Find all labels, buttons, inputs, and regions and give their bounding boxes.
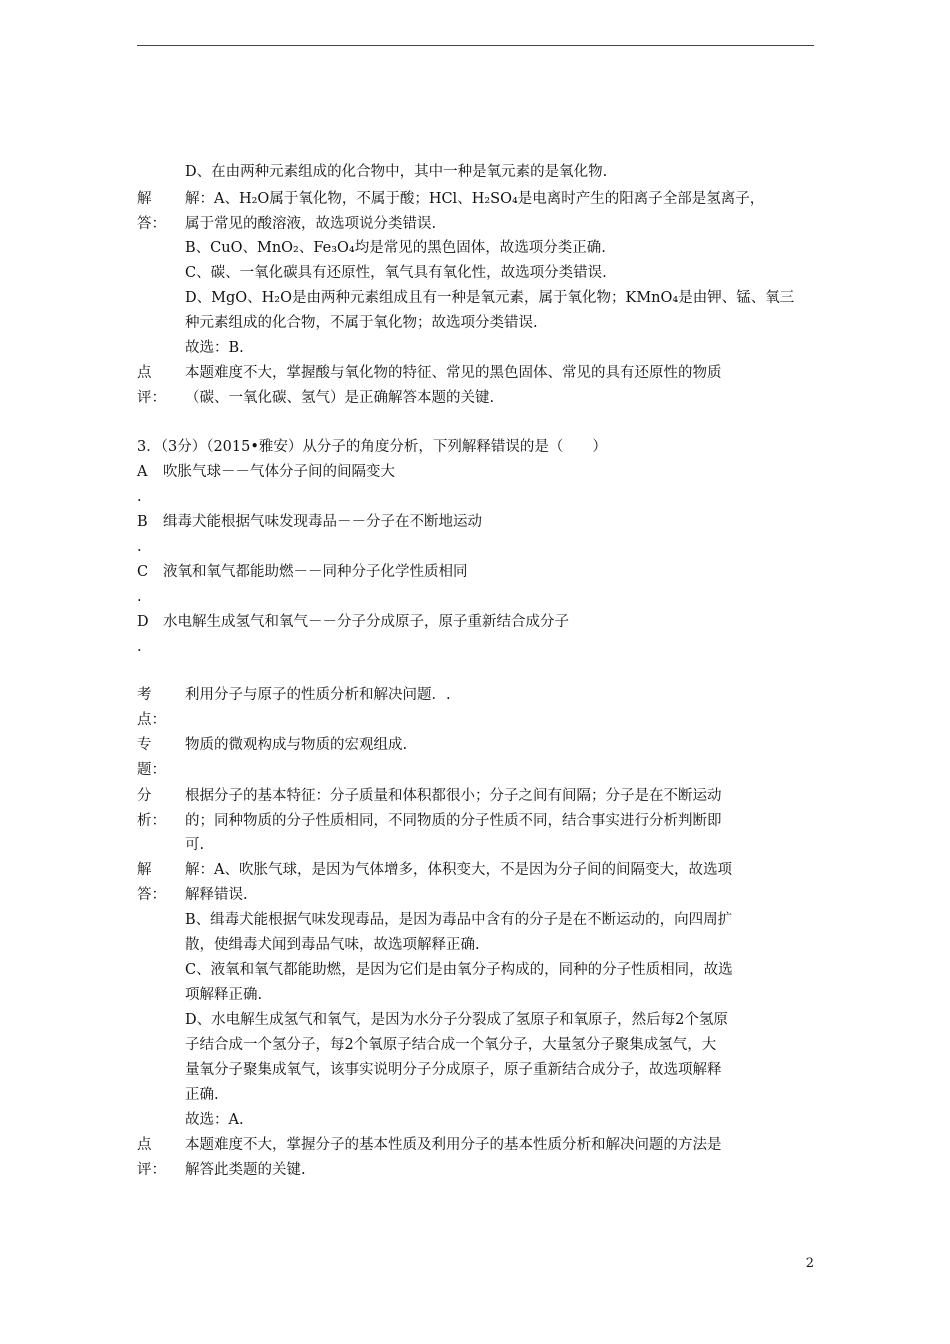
- body-text: 解释错误.: [185, 887, 248, 903]
- text-row: [0, 261, 950, 285]
- body-text: （碳、一氧化碳、氢气）是正确解答本题的关键.: [185, 390, 495, 406]
- option-dot-mark: .: [137, 489, 142, 505]
- option-c: [0, 560, 950, 584]
- text-row: [0, 336, 950, 360]
- text-row: [0, 958, 950, 982]
- option-dot-mark: .: [137, 589, 142, 605]
- text-row: [0, 784, 950, 808]
- option-dot: [0, 485, 950, 509]
- section-label: 析：: [137, 813, 166, 829]
- page-number: 2: [805, 1256, 814, 1271]
- body-text: 本题难度不大，掌握酸与氧化物的特征、常见的黑色固体、常见的具有还原性的物质: [185, 365, 722, 381]
- text-row: [0, 361, 950, 385]
- text-row: [0, 883, 950, 907]
- text-row: [0, 236, 950, 260]
- text-row: [0, 286, 950, 310]
- option-letter: C: [137, 564, 149, 580]
- body-text: 可.: [185, 837, 205, 853]
- body-text: 故选：A.: [185, 1112, 244, 1128]
- section-label: 答：: [137, 216, 166, 232]
- text-row: [0, 311, 950, 335]
- text-row: [0, 933, 950, 957]
- body-text: D、水电解生成氢气和氧气，是因为水分子分裂成了氢原子和氧原子，然后每2个氢原: [185, 1012, 728, 1028]
- body-text: 项解释正确.: [185, 987, 263, 1003]
- text-row: [0, 1083, 950, 1107]
- body-text: 属于常见的酸溶液，故选项说分类错误.: [185, 216, 437, 232]
- text-row: [0, 683, 950, 707]
- question-stem: [0, 435, 950, 459]
- option-letter: D: [137, 614, 149, 630]
- section-label: 评：: [137, 1162, 166, 1178]
- body-text: B、缉毒犬能根据气味发现毒品，是因为毒品中含有的分子是在不断运动的，向四周扩: [185, 912, 733, 928]
- text-row: [0, 758, 950, 782]
- option-letter: A: [137, 464, 148, 480]
- option-text: 液氧和氧气都能助燃－－同种分子化学性质相同: [163, 564, 468, 580]
- option-dot: [0, 585, 950, 609]
- section-label: 专: [137, 737, 152, 753]
- text-row: [0, 983, 950, 1007]
- body-text: B、CuO、MnO₂、Fe₃O₄均是常见的黑色固体，故选项分类正确.: [185, 240, 606, 256]
- header-rule: [137, 45, 814, 46]
- option-a: [0, 460, 950, 484]
- text-row: [0, 1058, 950, 1082]
- body-text: 解：A、吹胀气球，是因为气体增多，体积变大，不是因为分子间的间隔变大，故选项: [185, 862, 732, 878]
- text-row: [0, 187, 950, 211]
- section-label: 考: [137, 687, 152, 703]
- text-row: [0, 908, 950, 932]
- option-letter: B: [137, 514, 148, 530]
- body-text: 解答此类题的关键.: [185, 1162, 306, 1178]
- section-label: 解: [137, 191, 152, 207]
- text-row: [0, 1033, 950, 1057]
- text-row: [0, 386, 950, 410]
- option-dot: [0, 535, 950, 559]
- text-row: [0, 833, 950, 857]
- body-text: D、MgO、H₂O是由两种元素组成且有一种是氧元素，属于氧化物；KMnO₄是由钾、锰、氧三: [185, 290, 795, 306]
- section-label: 点: [137, 1137, 152, 1153]
- option-text: 水电解生成氢气和氧气－－分子分成原子，原子重新结合成分子: [163, 614, 569, 630]
- body-text: 散，使缉毒犬闻到毒品气味，故选项解释正确.: [185, 937, 480, 953]
- option-b: [0, 510, 950, 534]
- text-row: [0, 1108, 950, 1132]
- body-text: 根据分子的基本特征：分子质量和体积都很小；分子之间有间隔；分子是在不断运动: [185, 788, 722, 804]
- text-row: [0, 1158, 950, 1182]
- body-text: 正确.: [185, 1087, 219, 1103]
- text-row: [0, 160, 950, 184]
- text-row: [0, 809, 950, 833]
- body-text: D、在由两种元素组成的化合物中，其中一种是氧元素的是氧化物.: [185, 164, 608, 180]
- body-text: C、碳、一氧化碳具有还原性，氧气具有氧化性，故选项分类错误.: [185, 265, 607, 281]
- body-text: 种元素组成的化合物，不属于氧化物；故选项分类错误.: [185, 315, 538, 331]
- option-dot-mark: .: [137, 539, 142, 555]
- option-dot: [0, 635, 950, 659]
- body-text: 量氧分子聚集成氧气，该事实说明分子分成原子，原子重新结合成分子，故选项解释: [185, 1062, 722, 1078]
- text-row: [0, 708, 950, 732]
- section-label: 解: [137, 862, 152, 878]
- question-text: 3．（3分）（2015•雅安）从分子的角度分析，下列解释错误的是（ ）: [137, 439, 607, 455]
- option-text: 缉毒犬能根据气味发现毒品－－分子在不断地运动: [163, 514, 482, 530]
- body-text: 的；同种物质的分子性质相同，不同物质的分子性质不同，结合事实进行分析判断即: [185, 813, 722, 829]
- section-label: 题：: [137, 762, 166, 778]
- text-row: [0, 1133, 950, 1157]
- section-label: 点：: [137, 712, 166, 728]
- body-text: 物质的微观构成与物质的宏观组成.: [185, 737, 408, 753]
- text-row: [0, 733, 950, 757]
- text-row: [0, 1008, 950, 1032]
- section-label: 答：: [137, 887, 166, 903]
- body-text: C、液氧和氧气都能助燃，是因为它们是由氧分子构成的，同种的分子性质相同，故选: [185, 962, 733, 978]
- text-row: [0, 212, 950, 236]
- body-text: 子结合成一个氢分子，每2个氧原子结合成一个氧分子，大量氢分子聚集成氢气，大: [185, 1037, 717, 1053]
- section-label: 点: [137, 365, 152, 381]
- section-label: 分: [137, 788, 152, 804]
- text-row: [0, 858, 950, 882]
- option-text: 吹胀气球－－气体分子间的间隔变大: [163, 464, 395, 480]
- section-label: 评：: [137, 390, 166, 406]
- body-text: 本题难度不大，掌握分子的基本性质及利用分子的基本性质分析和解决问题的方法是: [185, 1137, 722, 1153]
- body-text: 故选：B.: [185, 340, 244, 356]
- body-text: 利用分子与原子的性质分析和解决问题．.: [185, 687, 451, 703]
- body-text: 解：A、H₂O属于氧化物，不属于酸；HCl、H₂SO₄是电离时产生的阳离子全部是氢离子，: [185, 191, 765, 207]
- option-d: [0, 610, 950, 634]
- option-dot-mark: .: [137, 639, 142, 655]
